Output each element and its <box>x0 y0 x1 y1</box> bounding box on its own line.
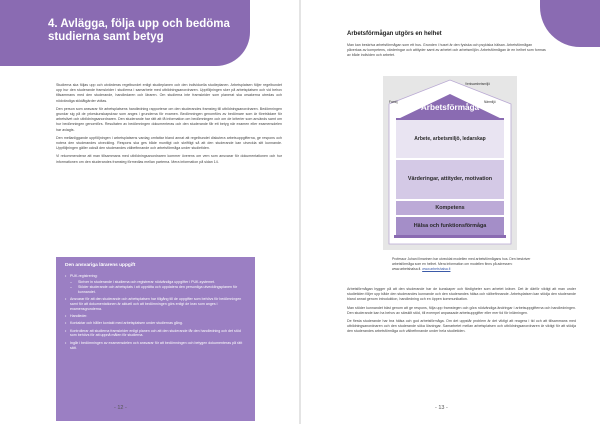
diagram-caption <box>392 257 539 271</box>
list-item-text: Ansvarar för att den studerande och arbetsplatsen har tillgång till de uppgifter som behövs för bedömningen samt för att dokumentationen är aktuell och att bedömningen görs enligt de krav som anges i examensgrunderna. <box>70 297 242 311</box>
list-item <box>65 297 246 311</box>
list-item-text: Kontaktar och håller kontakt med arbetsplatsen under studiernas gång. <box>70 321 183 326</box>
floor-health <box>396 217 504 235</box>
box-title: Den ansvariga lärarens uppgift <box>65 263 136 268</box>
environment-label: Verksamhetsmiljö <box>465 82 490 86</box>
work-ability-house-diagram <box>383 76 517 250</box>
paragraph: De flesta studerande har bra hälsa och god arbetsförmåga. Om det uppstår problem är det viktigt att reagera i tid och att tillsammans med utbildningsanordnaren och den studerande söka lösningar. Samarbetet mellan arbetsplatsen och utbildningsanordnaren är viktigt för att stödja den studerandes arbetsförmåga och välbefinnande under hela studietiden. <box>347 319 576 334</box>
bullet-icon: • <box>65 314 67 319</box>
bullet-icon: • <box>65 321 67 326</box>
left-body-text <box>56 83 282 168</box>
list-item-text: Stöder studerande och arbetsplats i att upprätta och uppdatera den personliga utvecklingsplanen för kunnandet. <box>78 285 238 294</box>
near-environment-label: Närmiljö <box>484 100 496 104</box>
list-item <box>65 329 246 339</box>
list-item-text: Handleder. <box>70 314 88 319</box>
floor-label: Värderingar, attityder, motivation <box>407 176 493 183</box>
bullet-icon: • <box>65 340 67 345</box>
intro-paragraph: Man kan beskriva arbetsförmågan som ett hus. Grunden i huset är den fysiska och psykiska hälsan. Arbetsförmågan påverkas av kompetens, värderingar och attityder samt av arbetet och arbetsmiljön. Arbetsförmågan är en helhet som formas av både individen och arbetet. <box>347 43 546 58</box>
sub-list-item <box>70 280 246 285</box>
left-page <box>0 0 299 424</box>
bullet-icon: • <box>65 297 67 302</box>
sub-list <box>70 280 246 295</box>
house-foundation <box>394 235 506 238</box>
bullet-icon: • <box>65 274 67 278</box>
list-item-text: Skriver in studerande i studierna och registrerar nödvändiga uppgifter i PUK-systemet. <box>78 279 216 284</box>
family-label: Familj <box>389 100 398 104</box>
paragraph: Vi rekommenderar att man tillsammans med utbildningsanordnaren kommer överens om vem som ansvarar för dokumentationen och hur informationen om den studerandes framsteg förmedlas mellan parterna. Mera information på sidan 14. <box>56 154 282 164</box>
list-item-text: Ingår i bedömningen av examensdelen och ansvarar för att bedömningen och betygen dokumenteras på rätt sätt. <box>70 340 243 350</box>
sub-list-item <box>70 285 246 295</box>
caption-link[interactable]: www.arbetshalsa.fi <box>422 266 451 271</box>
paragraph: Den mellanliggande uppföljningen i arbetsplatsens vardag omfattar bland annat att regelbundet diskutera arbetsuppgifterna, ge respons och notera den studerandes utveckling. Respons ska ges både muntligt och skriftligt så att den studerande kan utveckla sitt kunnande. Uppföljningen gäller också den studerandes välbefinnande och arbetsförmåga under studietiden. <box>56 135 282 151</box>
caption-text: Professor Juhani Ilmarinen har utvecklat modellen med arbetsförmågans hus. Den beskriver arbetsförmåga som en helhet. Mera information om modellen finns på adressen: www.arbetshalsa.fi. <box>392 257 531 271</box>
floor-label: Kompetens <box>435 205 465 211</box>
page-number-left: - 12 - <box>114 405 127 411</box>
list-item <box>65 341 246 351</box>
corner-decoration <box>540 0 600 47</box>
list-item <box>65 274 246 295</box>
paragraph: Studierna ska följas upp och utvärderas regelbundet enligt studieplanen och den individuella studieplanen. Arbetsplatsen följer regelbundet upp hur den studerande framskrider i studierna i samarbete med utbildningsanordnaren. Uppföljningen sker på arbetsplatsen och vid behov tillsammans med den studerande, handledaren och läraren. Om studierna inte framskrider som planerat ska orsakerna utredas och nödvändiga stödåtgärder vidtas. <box>56 83 282 103</box>
box-list <box>65 274 246 350</box>
list-item-text: Kontrollerar att studierna framskrider enligt planen och att den studerande får den handledning och det stöd som behövs för att uppnå målen för studierna. <box>70 328 241 338</box>
paragraph: Den person som ansvarar för arbetsplatsens handledning rapporterar om den studerandes framsteg till utbildningsanordnaren. Bedömningen grundar sig på de yrkeskunskapskrav som anges i grunderna för examen. Bedömningen genomförs av bedömare som är företrädare för arbetslivet och utbildningsanordnaren. Den studerande har rätt att få information om bedömningen och om de kriterier som används samt om hur bedömningen genomförs. Resultaten av bedömningen dokumenteras och den studerande får ett betyg när examen eller examensdelen har avlagts. <box>56 106 282 132</box>
roof-title: Arbetsförmåga <box>420 103 480 112</box>
chapter-banner <box>0 0 250 66</box>
teacher-responsibility-box <box>56 257 255 421</box>
right-body-text <box>347 287 576 338</box>
floor-competence <box>396 201 504 215</box>
right-page <box>301 0 600 424</box>
floor-values <box>396 160 504 199</box>
list-item <box>65 314 246 319</box>
page-number-right: - 13 - <box>435 405 448 411</box>
floor-work <box>396 120 504 158</box>
list-item <box>65 321 246 326</box>
list-item-text: PUK-registrering: <box>70 274 98 278</box>
floor-label: Hälsa och funktionsförmåga <box>413 223 487 229</box>
bullet-icon: • <box>65 328 67 333</box>
paragraph: Arbetsförmågan bygger på att den studerande har de kunskaper och färdigheter som arbetet kräver. Det är därför viktigt att man under studietiden följer upp både den studerandes kunnande och den studerandes hälsa och välbefinnande. Arbetsplatsen kan stödja den studerande bland annat genom introduktion, handledning och en öppen kommunikation. <box>347 287 576 302</box>
floor-label: Arbete, arbetsmiljö, ledarskap <box>414 135 486 142</box>
dash-icon: – <box>70 285 72 290</box>
dash-icon: – <box>70 279 72 284</box>
section-heading: Arbetsförmågan utgörs en helhet <box>347 31 442 37</box>
chapter-title: 4. Avlägga, följa upp och bedöma studierna samt betyg <box>48 18 230 43</box>
paragraph: Man stöder kunnandet bäst genom att ge respons, följa upp framstegen och göra nödvändiga ändringar i arbetsuppgifterna och handledningen. Den studerande kan ha behov av särskilt stöd, till exempel anpassade arbetsuppgifter eller mer tid för inlärningen. <box>347 305 576 315</box>
